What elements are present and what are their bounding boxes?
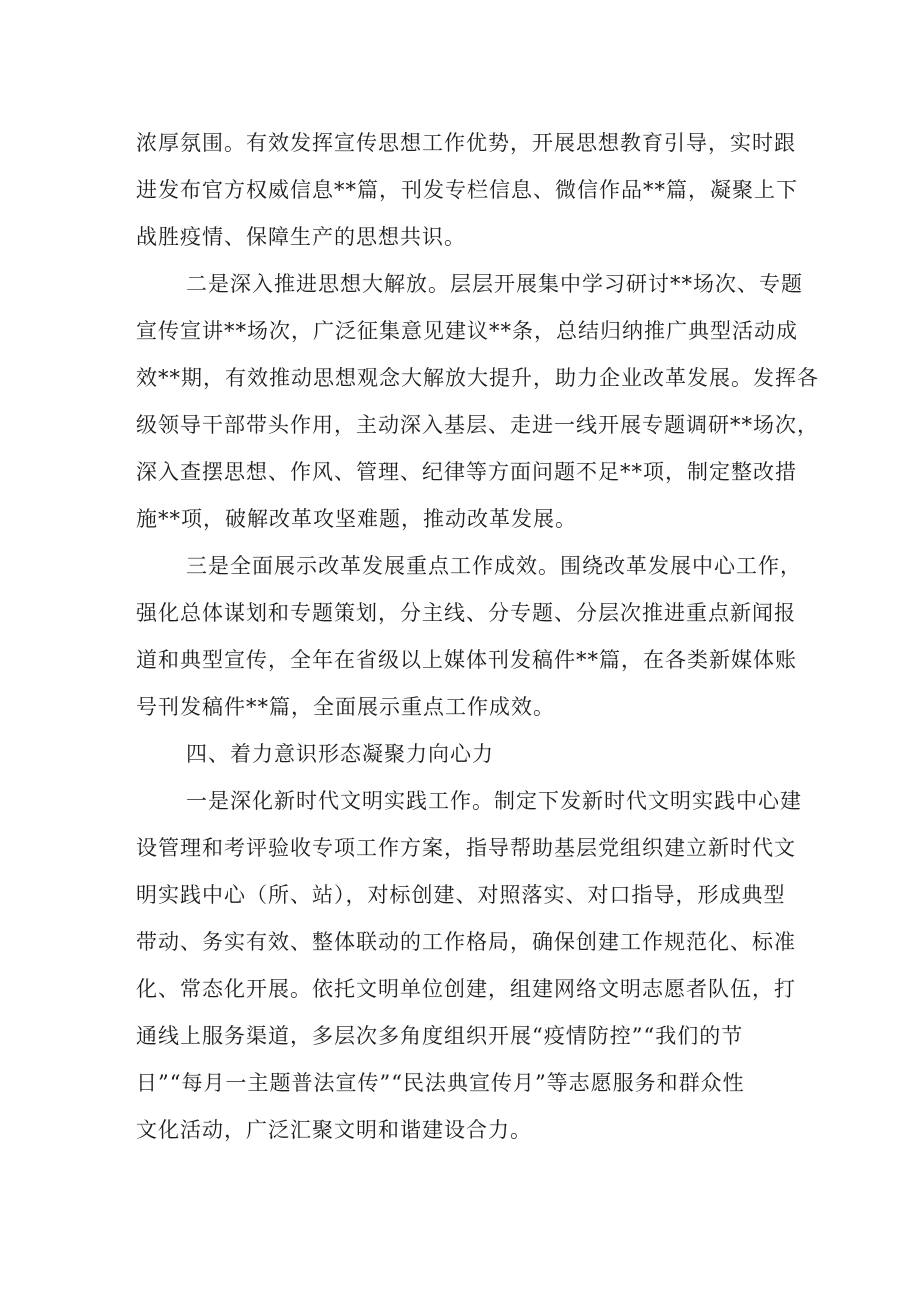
text-line: 施**项，破解改革攻坚难题，推动改革发展。 <box>136 507 577 531</box>
text-line: 浓厚氛围。有效发挥宣传思想工作优势，开展思想教育引导，实时跟 <box>136 131 796 155</box>
text-line: 文化活动，广泛汇聚文明和谐建设合力。 <box>136 1118 532 1142</box>
text-line: 进发布官方权威信息**篇，刊发专栏信息、微信作品**篇，凝聚上下 <box>136 178 798 202</box>
text-line: 通线上服务渠道，多层次多角度组织开展“疫情防控”“我们的节 <box>136 1024 744 1048</box>
text-line: 强化总体谋划和专题策划，分主线、分专题、分层次推进重点新闻报 <box>136 601 796 625</box>
paragraph-start-line: 一是深化新时代文明实践工作。制定下发新时代文明实践中心建 <box>186 789 802 813</box>
text-line: 级领导干部带头作用，主动深入基层、走进一线开展专题调研**场次， <box>136 413 819 437</box>
paragraph-start-line: 二是深入推进思想大解放。层层开展集中学习研讨**场次、专题 <box>186 272 803 296</box>
text-line: 效**期，有效推动思想观念大解放大提升，助力企业改革发展。发挥各 <box>136 366 819 390</box>
text-line: 道和典型宣传，全年在省级以上媒体刊发稿件**篇，在各类新媒体账 <box>136 648 797 672</box>
text-line: 日”“每月一主题普法宣传”“民法典宣传月”等志愿服务和群众性 <box>136 1071 745 1095</box>
document-body <box>136 120 819 1154</box>
text-line: 设管理和考评验收专项工作方案，指导帮助基层党组织建立新时代文 <box>136 836 796 860</box>
text-line: 明实践中心（所、站），对标创建、对照落实、对口指导，形成典型 <box>136 883 786 907</box>
paragraph-start-line: 三是全面展示改革发展重点工作成效。围绕改革发展中心工作， <box>186 554 802 578</box>
text-line: 带动、务实有效、整体联动的工作格局，确保创建工作规范化、标准 <box>136 930 796 954</box>
text-line: 深入查摆思想、作风、管理、纪律等方面问题不足**项，制定整改措 <box>136 460 797 484</box>
text-line: 化、常态化开展。依托文明单位创建，组建网络文明志愿者队伍，打 <box>136 977 796 1001</box>
text-line: 宣传宣讲**场次，广泛征集意见建议**条，总结归纳推广典型活动成 <box>136 319 798 343</box>
text-line: 战胜疫情、保障生产的思想共识。 <box>136 225 466 249</box>
text-line: 号刊发稿件**篇，全面展示重点工作成效。 <box>136 695 555 719</box>
section-heading: 四、着力意识形态凝聚力向心力 <box>186 742 494 766</box>
